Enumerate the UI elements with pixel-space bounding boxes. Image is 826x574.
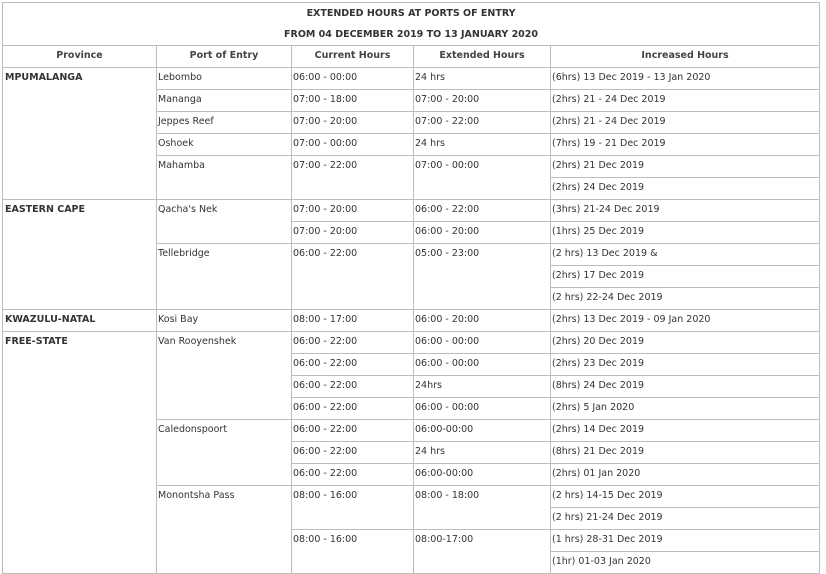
increased-hours-cell: (2hrs) 21 - 24 Dec 2019: [551, 90, 820, 112]
increased-hours-cell: (2hrs) 21 Dec 2019: [551, 156, 820, 178]
increased-hours-cell: (1hrs) 25 Dec 2019: [551, 222, 820, 244]
table-row: [3, 68, 820, 90]
extended-hours-cell: 24 hrs: [414, 68, 551, 90]
increased-hours-cell: (2hrs) 14 Dec 2019: [551, 420, 820, 442]
increased-hours-cell: (2hrs) 13 Dec 2019 - 09 Jan 2020: [551, 310, 820, 332]
extended-hours-cell: 07:00 - 22:00: [414, 112, 551, 134]
extended-hours-cell: 06:00 - 20:00: [414, 310, 551, 332]
extended-hours-cell: 06:00 - 00:00: [414, 354, 551, 376]
current-hours-cell: 06:00 - 22:00: [292, 376, 414, 398]
extended-hours-cell: 06:00 - 00:00: [414, 398, 551, 420]
extended-hours-cell: 07:00 - 00:00: [414, 156, 551, 200]
increased-hours-cell: (2hrs) 01 Jan 2020: [551, 464, 820, 486]
increased-hours-cell: (2 hrs) 13 Dec 2019 &: [551, 244, 820, 266]
header-row: [3, 46, 820, 68]
current-hours-cell: 07:00 - 20:00: [292, 112, 414, 134]
table-subtitle: FROM 04 DECEMBER 2019 TO 13 JANUARY 2020: [3, 24, 820, 46]
province-cell: EASTERN CAPE: [3, 200, 157, 310]
extended-hours-cell: 24hrs: [414, 376, 551, 398]
extended-hours-cell: 24 hrs: [414, 134, 551, 156]
current-hours-cell: 06:00 - 22:00: [292, 354, 414, 376]
extended-hours-cell: 06:00 - 22:00: [414, 200, 551, 222]
province-cell: MPUMALANGA: [3, 68, 157, 200]
current-hours-cell: 08:00 - 16:00: [292, 486, 414, 530]
extended-hours-cell: 06:00-00:00: [414, 464, 551, 486]
current-hours-cell: 06:00 - 00:00: [292, 68, 414, 90]
current-hours-cell: 06:00 - 22:00: [292, 244, 414, 310]
table-row: [3, 200, 820, 222]
port-cell: Monontsha Pass: [157, 486, 292, 574]
current-hours-cell: 07:00 - 20:00: [292, 200, 414, 222]
extended-hours-cell: 06:00-00:00: [414, 420, 551, 442]
increased-hours-cell: (2 hrs) 21-24 Dec 2019: [551, 508, 820, 530]
header-current-hours: Current Hours: [292, 46, 414, 68]
increased-hours-cell: (1hr) 01-03 Jan 2020: [551, 552, 820, 574]
current-hours-cell: 06:00 - 22:00: [292, 464, 414, 486]
increased-hours-cell: (6hrs) 13 Dec 2019 - 13 Jan 2020: [551, 68, 820, 90]
header-extended-hours: Extended Hours: [414, 46, 551, 68]
increased-hours-cell: (8hrs) 21 Dec 2019: [551, 442, 820, 464]
table-body: [3, 68, 820, 574]
port-cell: Tellebridge: [157, 244, 292, 310]
increased-hours-cell: (7hrs) 19 - 21 Dec 2019: [551, 134, 820, 156]
table-title: EXTENDED HOURS AT PORTS OF ENTRY: [3, 3, 820, 25]
port-cell: Mananga: [157, 90, 292, 112]
province-cell: FREE-STATE: [3, 332, 157, 574]
increased-hours-cell: (2 hrs) 22-24 Dec 2019: [551, 288, 820, 310]
province-cell: KWAZULU-NATAL: [3, 310, 157, 332]
header-port: Port of Entry: [157, 46, 292, 68]
extended-hours-cell: 06:00 - 20:00: [414, 222, 551, 244]
increased-hours-cell: (2hrs) 17 Dec 2019: [551, 266, 820, 288]
header-province: Province: [3, 46, 157, 68]
extended-hours-cell: 08:00-17:00: [414, 530, 551, 574]
increased-hours-cell: (2 hrs) 14-15 Dec 2019: [551, 486, 820, 508]
extended-hours-cell: 07:00 - 20:00: [414, 90, 551, 112]
port-cell: Mahamba: [157, 156, 292, 200]
port-cell: Jeppes Reef: [157, 112, 292, 134]
current-hours-cell: 06:00 - 22:00: [292, 442, 414, 464]
increased-hours-cell: (2hrs) 20 Dec 2019: [551, 332, 820, 354]
current-hours-cell: 06:00 - 22:00: [292, 420, 414, 442]
increased-hours-cell: (2hrs) 21 - 24 Dec 2019: [551, 112, 820, 134]
port-cell: Oshoek: [157, 134, 292, 156]
current-hours-cell: 07:00 - 22:00: [292, 156, 414, 200]
port-cell: Kosi Bay: [157, 310, 292, 332]
current-hours-cell: 08:00 - 16:00: [292, 530, 414, 574]
port-cell: Van Rooyenshek: [157, 332, 292, 420]
increased-hours-cell: (2hrs) 23 Dec 2019: [551, 354, 820, 376]
current-hours-cell: 07:00 - 00:00: [292, 134, 414, 156]
port-cell: Lebombo: [157, 68, 292, 90]
increased-hours-cell: (2hrs) 24 Dec 2019: [551, 178, 820, 200]
current-hours-cell: 06:00 - 22:00: [292, 332, 414, 354]
current-hours-cell: 07:00 - 20:00: [292, 222, 414, 244]
table-row: [3, 310, 820, 332]
port-cell: Caledonspoort: [157, 420, 292, 486]
header-increased-hours: Increased Hours: [551, 46, 820, 68]
table-row: [3, 332, 820, 354]
extended-hours-cell: 05:00 - 23:00: [414, 244, 551, 310]
current-hours-cell: 08:00 - 17:00: [292, 310, 414, 332]
increased-hours-cell: (3hrs) 21-24 Dec 2019: [551, 200, 820, 222]
extended-hours-cell: 08:00 - 18:00: [414, 486, 551, 530]
increased-hours-cell: (8hrs) 24 Dec 2019: [551, 376, 820, 398]
increased-hours-cell: (1 hrs) 28-31 Dec 2019: [551, 530, 820, 552]
extended-hours-cell: 24 hrs: [414, 442, 551, 464]
port-cell: Qacha's Nek: [157, 200, 292, 244]
increased-hours-cell: (2hrs) 5 Jan 2020: [551, 398, 820, 420]
extended-hours-cell: 06:00 - 00:00: [414, 332, 551, 354]
current-hours-cell: 06:00 - 22:00: [292, 398, 414, 420]
current-hours-cell: 07:00 - 18:00: [292, 90, 414, 112]
ports-table: [2, 2, 820, 574]
